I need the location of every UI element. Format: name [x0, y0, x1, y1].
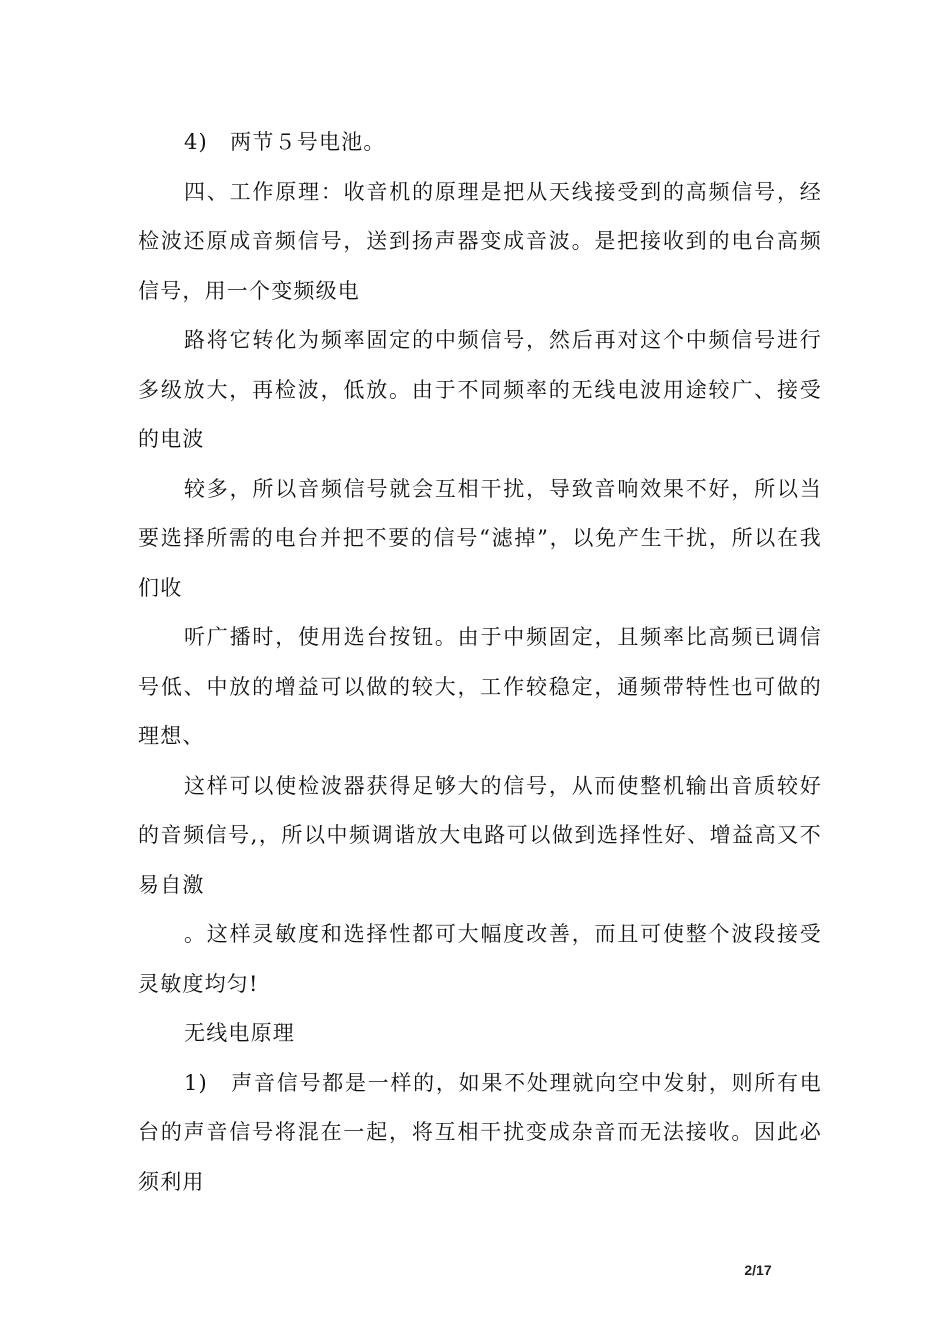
section-heading-radio-principle: 无线电原理: [184, 1021, 295, 1045]
paragraph-working-principle: 四、工作原理：收音机的原理是把从天线接受到的高频信号，经检波还原成音频信号，送到扬声器变成音波。是把接收到的电台高频信号，用一个变频级电: [138, 179, 822, 303]
paragraph-interference: 较多，所以音频信号就会互相干扰，导致音响效果不好，所以当要选择所需的电台并把不要的信号“滤掉”，以免产生干扰，所以在我们收: [138, 476, 822, 600]
paragraph-tuning-button: 听广播时，使用选台按钮。由于中频固定，且频率比高频已调信号低、中放的增益可以做的较大，工作较稳定，通频带特性也可做的理想、: [138, 625, 822, 748]
page-number: 2/17: [744, 1262, 772, 1278]
paragraph-sensitivity: 。这样灵敏度和选择性都可大幅度改善，而且可使整个波段接受灵敏度均匀!: [138, 922, 822, 996]
document-body: [138, 118, 822, 1207]
paragraph-detector-signal: 这样可以使检波器获得足够大的信号，从而使整机输出音质较好的音频信号,，所以中频调谐放大电路可以做到选择性好、增益高又不易自激: [138, 773, 822, 897]
paragraph-frequency-conversion: 路将它转化为频率固定的中频信号，然后再对这个中频信号进行多级放大，再检波，低放。由于不同频率的无线电波用途较广、接受的电波: [138, 328, 822, 451]
paragraph-sound-signal: 1) 声音信号都是一样的，如果不处理就向空中发射，则所有电台的声音信号将混在一起，将互相干扰变成杂音而无法接收。因此必须利用: [138, 1070, 822, 1194]
paragraph-battery-item: 4) 两节５号电池。: [184, 130, 386, 154]
